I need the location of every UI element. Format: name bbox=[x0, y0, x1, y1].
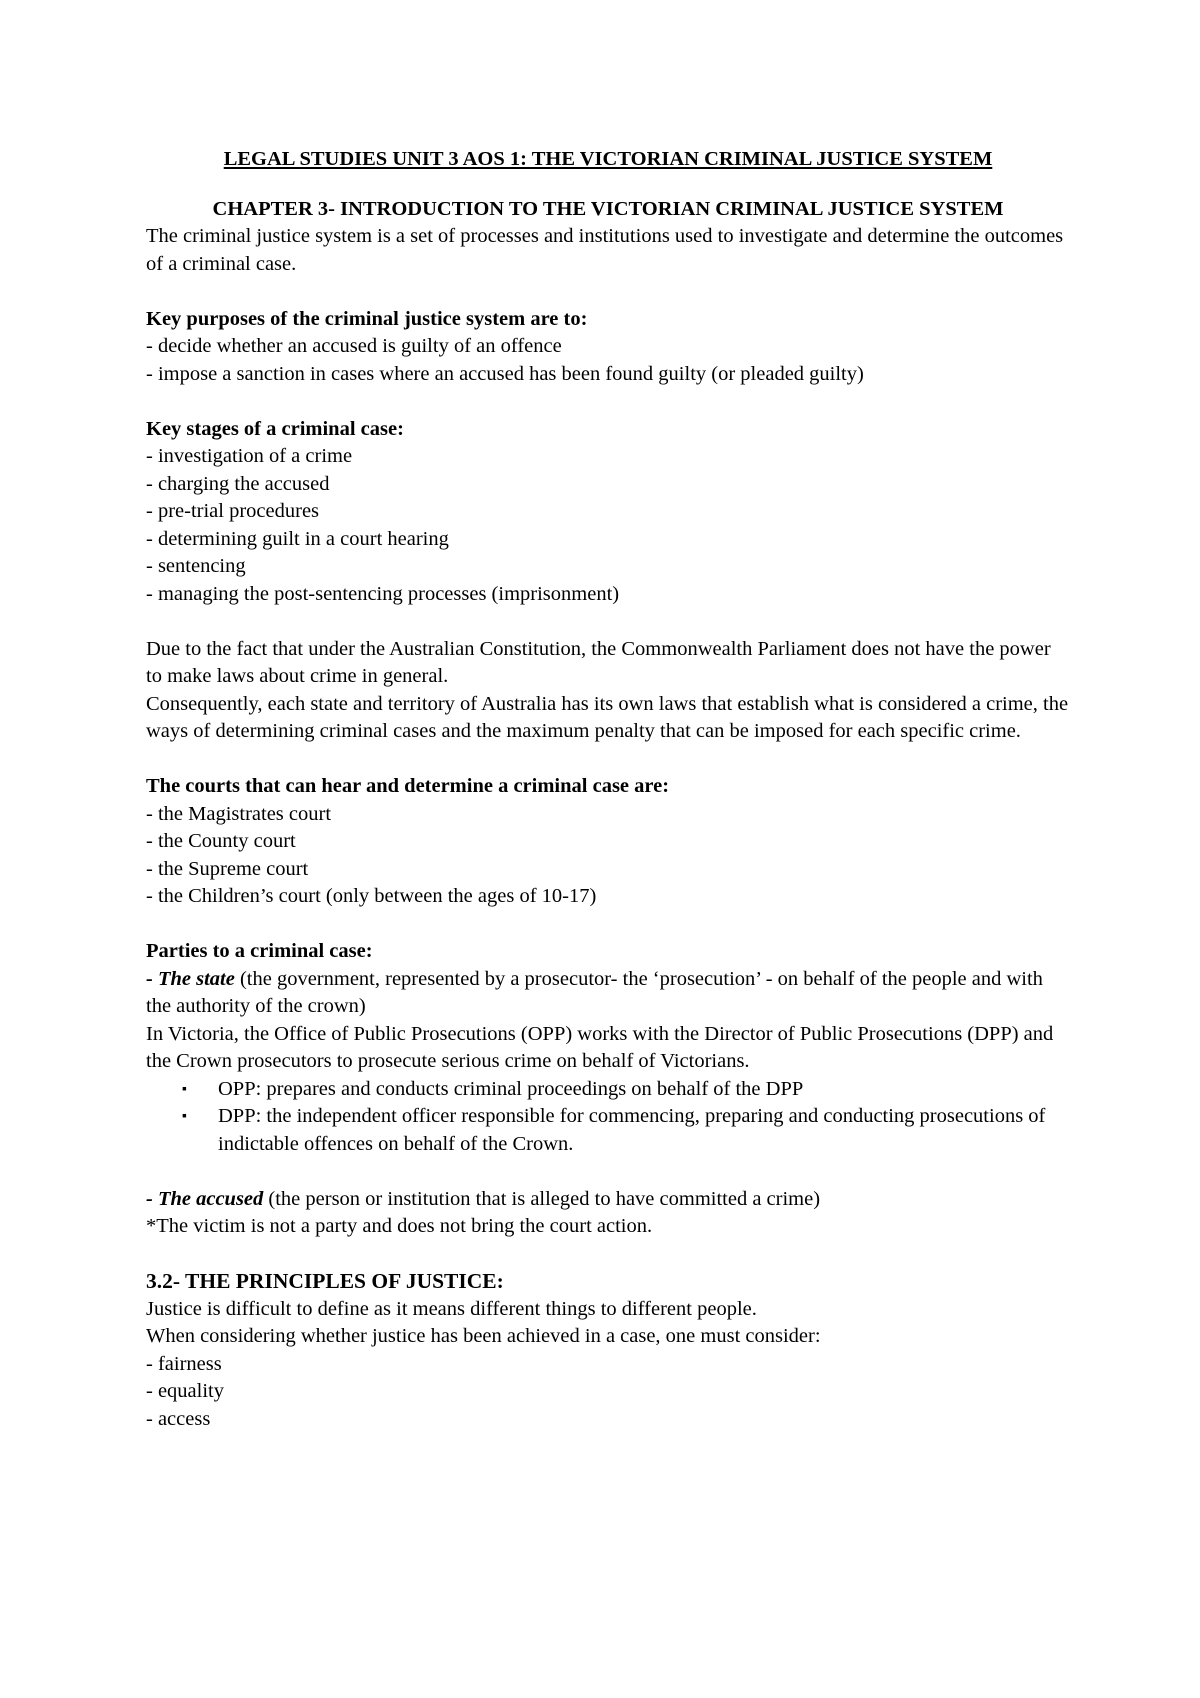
state-laws-paragraph: Consequently, each state and territory of Australia has its own laws that establish what is considered a crime, the ways of determining criminal cases and the maximum penalty that can be imposed for each specific crime. bbox=[146, 692, 1069, 742]
party-accused bbox=[146, 1186, 1070, 1214]
square-bullet-icon: ▪ bbox=[182, 1081, 187, 1097]
party-state-description: (the government, represented by a prosecutor- the ‘prosecution’ - on behalf of the people and with the authority of the crown) bbox=[146, 967, 1043, 1017]
principle-item: - fairness bbox=[146, 1352, 222, 1375]
stage-item: - determining guilt in a court hearing bbox=[146, 527, 449, 550]
court-item: - the County court bbox=[146, 830, 296, 852]
party-accused-label: - The accused bbox=[146, 1187, 264, 1210]
spacer bbox=[146, 388, 1070, 416]
spacer bbox=[146, 911, 1070, 939]
party-state bbox=[146, 966, 1070, 1021]
court-item: - the Supreme court bbox=[146, 857, 309, 880]
chapter-heading: CHAPTER 3- INTRODUCTION TO THE VICTORIAN CRIMINAL JUSTICE SYSTEM bbox=[212, 197, 1004, 220]
dpp-definition: DPP: the independent officer responsible for commencing, preparing and conducting prosecutions of indictable offences on behalf of the Crown. bbox=[218, 1105, 1046, 1155]
courts-heading: The courts that can hear and determine a criminal case are: bbox=[146, 775, 670, 797]
purpose-item: - impose a sanction in cases where an accused has been found guilty (or pleaded guilty) bbox=[146, 362, 864, 385]
stage-item: - sentencing bbox=[146, 555, 246, 577]
stage-item: - charging the accused bbox=[146, 472, 330, 495]
principles-consider-paragraph: When considering whether justice has been achieved in a case, one must consider: bbox=[146, 1325, 821, 1347]
list-item bbox=[182, 1103, 1070, 1158]
victim-note: *The victim is not a party and does not bring the court action. bbox=[146, 1215, 653, 1237]
spacer bbox=[146, 1241, 1070, 1269]
party-state-label: - The state bbox=[146, 967, 235, 990]
prosecution-bullet-list bbox=[146, 1076, 1070, 1159]
stages-heading: Key stages of a criminal case: bbox=[146, 417, 404, 440]
principle-item: - access bbox=[146, 1407, 211, 1430]
list-item bbox=[182, 1076, 1070, 1104]
principle-item: - equality bbox=[146, 1380, 224, 1402]
court-item: - the Magistrates court bbox=[146, 802, 332, 825]
principles-heading: 3.2- THE PRINCIPLES OF JUSTICE: bbox=[146, 1269, 504, 1293]
opp-definition: OPP: prepares and conducts criminal proceedings on behalf of the DPP bbox=[218, 1077, 804, 1100]
stage-item: - managing the post-sentencing processes (imprisonment) bbox=[146, 582, 620, 605]
constitution-paragraph: Due to the fact that under the Australian Constitution, the Commonwealth Parliament does not have the power to make laws about crime in general. bbox=[146, 637, 1051, 687]
intro-paragraph: The criminal justice system is a set of processes and institutions used to investigate and determine the outcomes of a criminal case. bbox=[146, 225, 1064, 275]
spacer bbox=[146, 1158, 1070, 1186]
court-item: - the Children’s court (only between the ages of 10-17) bbox=[146, 885, 597, 907]
square-bullet-icon: ▪ bbox=[182, 1109, 187, 1124]
purposes-heading: Key purposes of the criminal justice system are to: bbox=[146, 307, 588, 330]
principles-paragraph: Justice is difficult to define as it means different things to different people. bbox=[146, 1297, 757, 1320]
purpose-item: - decide whether an accused is guilty of an offence bbox=[146, 335, 562, 357]
stage-item: - pre-trial procedures bbox=[146, 500, 320, 522]
spacer bbox=[146, 278, 1070, 306]
victoria-prosecution-paragraph: In Victoria, the Office of Public Prosecutions (OPP) works with the Director of Public Prosecutions (DPP) and the Crown prosecutors to prosecute serious crime on behalf of Victorians. bbox=[146, 1022, 1054, 1072]
document-title: LEGAL STUDIES UNIT 3 AOS 1: THE VICTORIAN CRIMINAL JUSTICE SYSTEM bbox=[223, 148, 993, 170]
spacer bbox=[146, 608, 1070, 636]
parties-heading: Parties to a criminal case: bbox=[146, 940, 373, 962]
stage-item: - investigation of a crime bbox=[146, 445, 353, 467]
spacer bbox=[146, 746, 1070, 774]
party-accused-description: (the person or institution that is alleged to have committed a crime) bbox=[263, 1187, 821, 1210]
